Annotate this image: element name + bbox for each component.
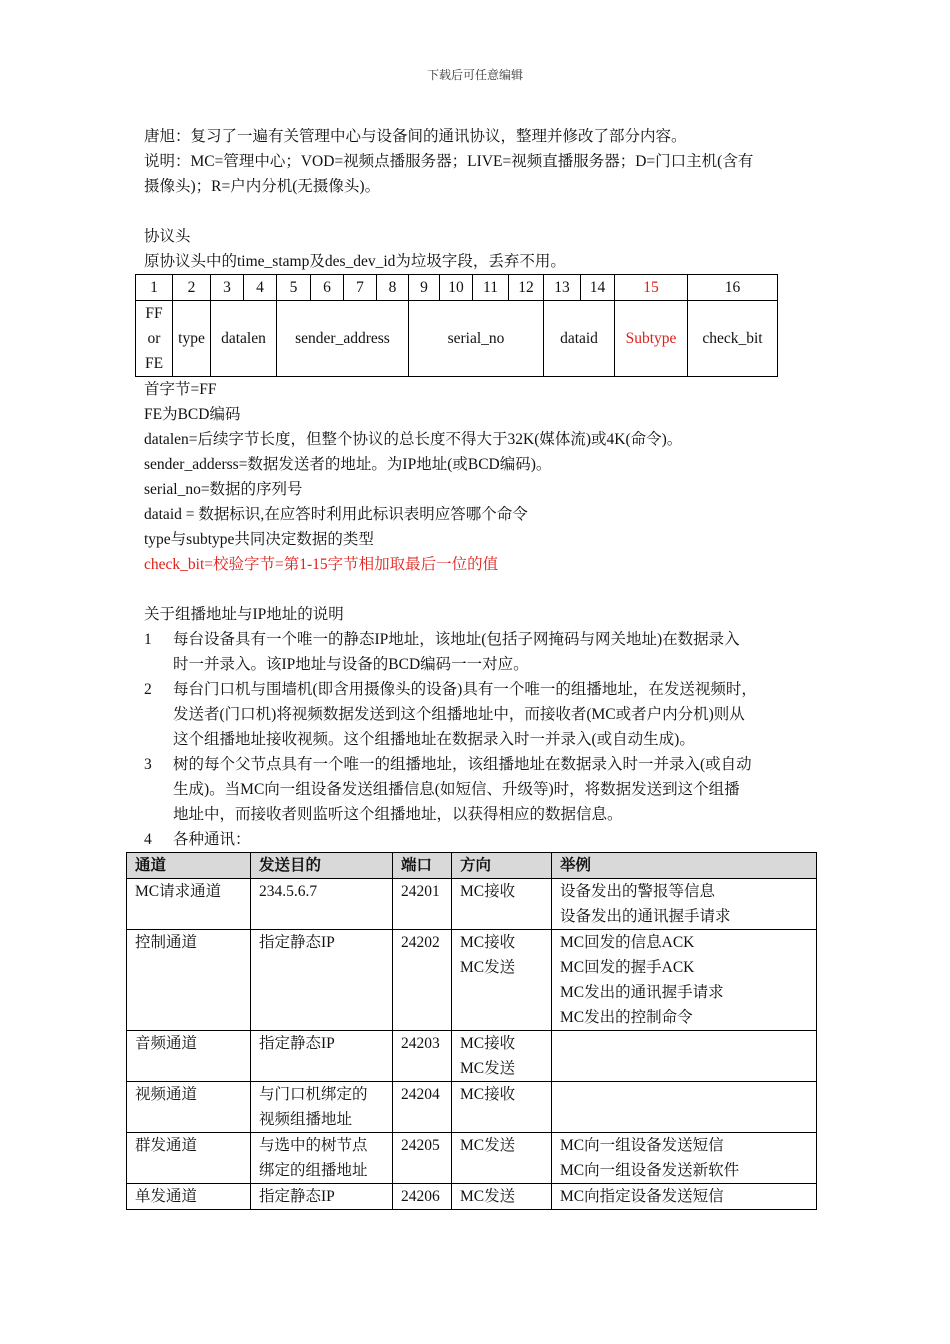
field-check-bit: check_bit (688, 301, 778, 377)
example-cell (552, 1082, 817, 1133)
byte-number: 3 (211, 275, 244, 301)
target-line: 绑定的组播地址 (259, 1162, 368, 1179)
target-cell (251, 1133, 393, 1184)
field-ff-line: or (147, 330, 161, 347)
table-row (127, 1133, 817, 1184)
target-cell (251, 1031, 393, 1082)
protocol-note: serial_no=数据的序列号 (144, 481, 303, 498)
column-header: 通道 (127, 853, 251, 879)
example-line: 设备发出的通讯握手请求 (560, 908, 731, 925)
list-line: 地址中，而接收者则监听这个组播地址，以获得相应的数据信息。 (173, 806, 623, 823)
direction-line: MC发送 (460, 1188, 516, 1205)
channel-cell: 视频通道 (127, 1082, 251, 1133)
table-row (127, 930, 817, 1031)
channel-table (126, 852, 817, 1210)
example-cell (552, 1133, 817, 1184)
field-dataid: dataid (544, 301, 615, 377)
table-row (127, 1031, 817, 1082)
target-cell (251, 879, 393, 930)
direction-cell (452, 930, 552, 1031)
list-line: 每台门口机与围墙机(即含用摄像头的设备)具有一个唯一的组播地址，在发送视频时， (173, 681, 757, 698)
example-line: MC向一组设备发送新软件 (560, 1162, 740, 1179)
protocol-header-table (135, 274, 778, 377)
field-ff-line: FE (144, 355, 164, 372)
protocol-note: type与subtype共同决定数据的类型 (144, 531, 374, 548)
channel-cell: 控制通道 (127, 930, 251, 1031)
direction-line: MC接收 (460, 1035, 516, 1052)
direction-line: MC发送 (460, 1060, 516, 1077)
example-cell (552, 1031, 817, 1082)
byte-number: 11 (473, 275, 509, 301)
example-cell (552, 930, 817, 1031)
list-line: 时一并录入。该IP地址与设备的BCD编码一一对应。 (173, 656, 529, 673)
column-header: 方向 (452, 853, 552, 879)
list-line: 各种通讯： (173, 831, 251, 848)
direction-cell (452, 1082, 552, 1133)
channel-cell: 音频通道 (127, 1031, 251, 1082)
field-serial-no: serial_no (409, 301, 544, 377)
list-item (144, 627, 814, 677)
target-line: 234.5.6.7 (259, 883, 318, 900)
target-cell (251, 1082, 393, 1133)
direction-line: MC发送 (460, 959, 516, 976)
example-line: MC发出的控制命令 (560, 1009, 693, 1026)
example-cell (552, 879, 817, 930)
direction-line: MC接收 (460, 934, 516, 951)
list-line: 这个组播地址接收视频。这个组播地址在数据录入时一并录入(或自动生成)。 (173, 731, 695, 748)
list-line: 生成)。当MC向一组设备发送组播信息(如短信、升级等)时，将数据发送到这个组播 (173, 781, 740, 798)
intro-line: 唐旭：复习了一遍有关管理中心与设备间的通讯协议，整理并修改了部分内容。 (144, 128, 687, 145)
byte-number: 8 (377, 275, 409, 301)
direction-cell (452, 1133, 552, 1184)
example-line: MC回发的握手ACK (560, 959, 695, 976)
byte-number-row (136, 275, 778, 301)
page-header: 下载后可任意编辑 (426, 68, 523, 82)
list-line: 发送者(门口机)将视频数据发送到这个组播地址中，而接收者(MC或者户内分机)则从 (173, 706, 745, 723)
protocol-note: sender_adderss=数据发送者的地址。为IP地址(或BCD编码)。 (144, 456, 552, 473)
target-cell (251, 1184, 393, 1210)
field-subtype: Subtype (615, 301, 688, 377)
port-cell: 24205 (393, 1133, 452, 1184)
byte-number: 13 (544, 275, 581, 301)
check-bit-note: check_bit=校验字节=第1-15字节相加取最后一位的值 (144, 556, 499, 573)
byte-number: 15 (615, 275, 688, 301)
byte-number: 9 (409, 275, 440, 301)
field-type: type (173, 301, 211, 377)
direction-cell (452, 879, 552, 930)
field-ff-fe (136, 301, 173, 377)
field-row (136, 301, 778, 377)
target-line: 指定静态IP (259, 934, 335, 951)
table-row (127, 879, 817, 930)
port-cell: 24201 (393, 879, 452, 930)
byte-number: 12 (509, 275, 544, 301)
column-header: 发送目的 (251, 853, 393, 879)
example-line: MC向指定设备发送短信 (560, 1188, 724, 1205)
example-line: MC回发的信息ACK (560, 934, 695, 951)
port-cell: 24204 (393, 1082, 452, 1133)
direction-cell (452, 1031, 552, 1082)
target-line: 指定静态IP (259, 1035, 335, 1052)
table-header-row (127, 853, 817, 879)
list-item (144, 677, 814, 752)
list-line: 树的每个父节点具有一个唯一的组播地址，该组播地址在数据录入时一并录入(或自动 (173, 756, 752, 773)
column-header: 端口 (393, 853, 452, 879)
protocol-note: FE为BCD编码 (144, 406, 241, 423)
port-cell: 24202 (393, 930, 452, 1031)
protocol-title: 协议头 (144, 228, 191, 245)
target-line: 与选中的树节点 (259, 1137, 368, 1154)
byte-number: 4 (244, 275, 277, 301)
list-item (144, 827, 814, 852)
list-number: 3 (144, 756, 152, 773)
list-line: 每台设备具有一个唯一的静态IP地址，该地址(包括子网掩码与网关地址)在数据录入 (173, 631, 740, 648)
field-datalen: datalen (211, 301, 277, 377)
protocol-note: 首字节=FF (144, 381, 217, 398)
byte-number: 14 (581, 275, 615, 301)
byte-number: 7 (344, 275, 377, 301)
example-cell (552, 1184, 817, 1210)
field-sender-address: sender_address (277, 301, 409, 377)
byte-number: 6 (311, 275, 344, 301)
protocol-desc: 原协议头中的time_stamp及des_dev_id为垃圾字段，丢弃不用。 (144, 253, 566, 270)
channel-cell: 单发通道 (127, 1184, 251, 1210)
table-row (127, 1184, 817, 1210)
list-item (144, 752, 814, 827)
port-cell: 24206 (393, 1184, 452, 1210)
example-line: MC发出的通讯握手请求 (560, 984, 724, 1001)
document-body (135, 124, 814, 1210)
target-cell (251, 930, 393, 1031)
target-line: 视频组播地址 (259, 1111, 353, 1128)
byte-number: 16 (688, 275, 778, 301)
channel-cell: 群发通道 (127, 1133, 251, 1184)
intro-line: 摄像头)；R=户内分机(无摄像头)。 (144, 178, 381, 195)
port-cell: 24203 (393, 1031, 452, 1082)
table-row (127, 1082, 817, 1133)
target-line: 与门口机绑定的 (259, 1086, 368, 1103)
intro-line: 说明：MC=管理中心；VOD=视频点播服务器；LIVE=视频直播服务器；D=门口主机(含有 (144, 153, 754, 170)
byte-number: 1 (136, 275, 173, 301)
byte-number: 2 (173, 275, 211, 301)
list-number: 2 (144, 681, 152, 698)
direction-cell (452, 1184, 552, 1210)
list-number: 4 (144, 831, 152, 848)
example-line: 设备发出的警报等信息 (560, 883, 716, 900)
byte-number: 10 (440, 275, 473, 301)
protocol-note: dataid = 数据标识,在应答时利用此标识表明应答哪个命令 (144, 506, 528, 523)
field-ff-line: FF (145, 305, 163, 322)
channel-cell: MC请求通道 (127, 879, 251, 930)
direction-line: MC发送 (460, 1137, 516, 1154)
address-title: 关于组播地址与IP地址的说明 (144, 606, 344, 623)
list-number: 1 (144, 631, 152, 648)
direction-line: MC接收 (460, 883, 516, 900)
direction-line: MC接收 (460, 1086, 516, 1103)
byte-number: 5 (277, 275, 311, 301)
target-line: 指定静态IP (259, 1188, 335, 1205)
column-header: 举例 (552, 853, 817, 879)
example-line: MC向一组设备发送短信 (560, 1137, 724, 1154)
protocol-note: datalen=后续字节长度，但整个协议的总长度不得大于32K(媒体流)或4K(命令)。 (144, 431, 683, 448)
